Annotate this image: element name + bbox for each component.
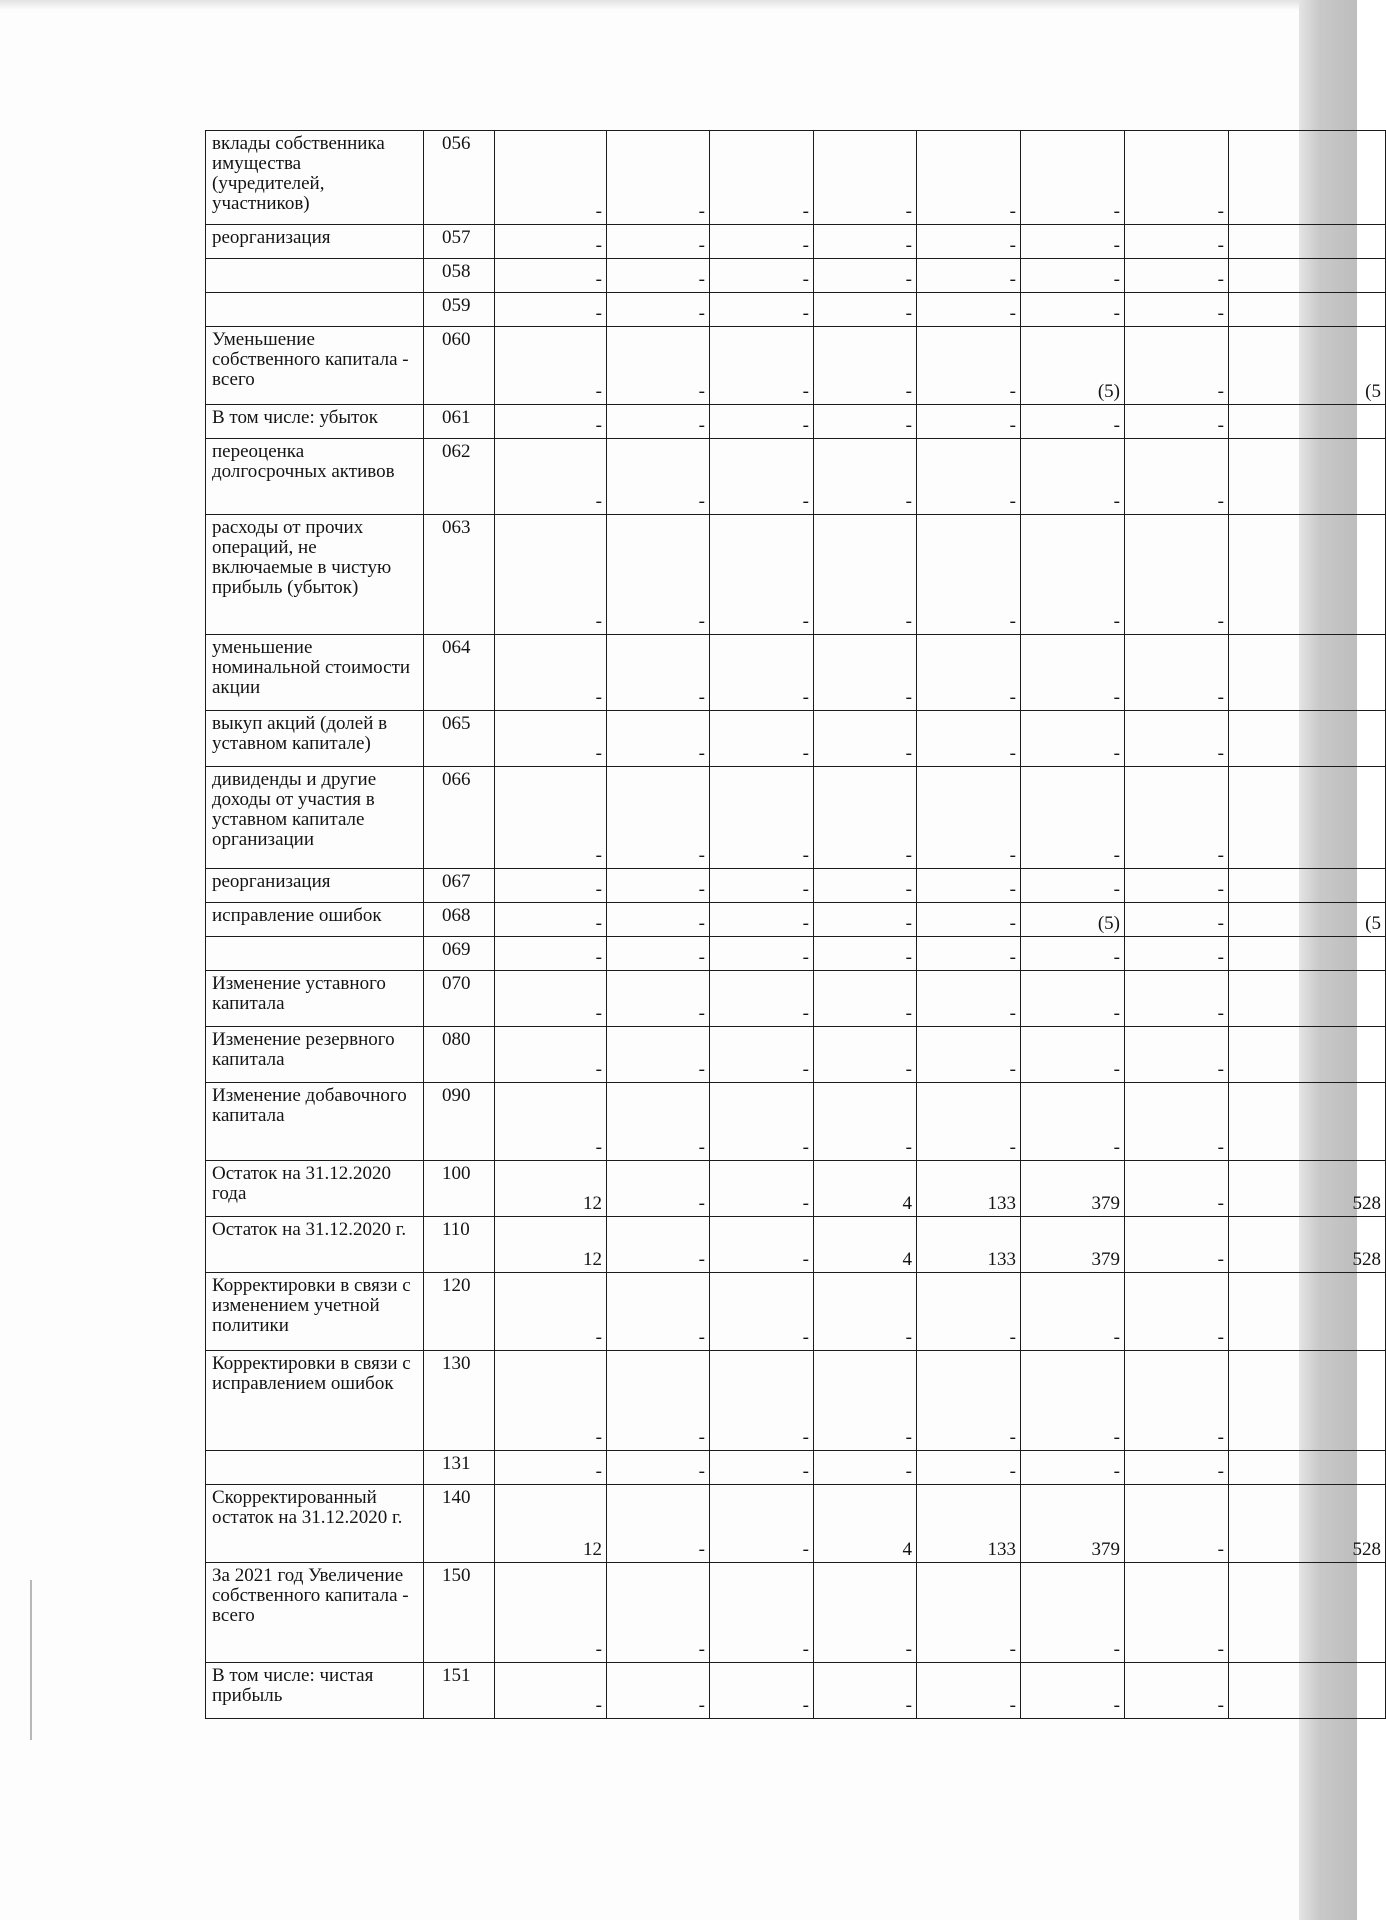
- value-cell: -: [1125, 1083, 1229, 1161]
- value-cell: -: [1021, 259, 1125, 293]
- value-cell: -: [1125, 1217, 1229, 1273]
- value-cell: -: [917, 635, 1021, 711]
- value-cell: 379: [1021, 1217, 1125, 1273]
- value-cell: -: [917, 131, 1021, 225]
- value-cell: -: [710, 1563, 814, 1663]
- table-row: [206, 767, 1386, 869]
- value-cell: -: [1125, 1485, 1229, 1563]
- row-code: 061: [424, 405, 495, 439]
- scan-top-edge: [0, 0, 1357, 10]
- value-cell: -: [1125, 1161, 1229, 1217]
- value-cell: -: [917, 1273, 1021, 1351]
- value-cell: [1229, 439, 1386, 515]
- value-cell: -: [495, 635, 607, 711]
- row-label: [206, 293, 424, 327]
- value-cell: [1229, 767, 1386, 869]
- value-cell: -: [495, 327, 607, 405]
- row-code: 066: [424, 767, 495, 869]
- row-code: 062: [424, 439, 495, 515]
- value-cell: -: [1021, 767, 1125, 869]
- value-cell: -: [1125, 971, 1229, 1027]
- value-cell: -: [814, 711, 917, 767]
- value-cell: -: [607, 869, 710, 903]
- row-code: 140: [424, 1485, 495, 1563]
- value-cell: -: [1021, 439, 1125, 515]
- value-cell: -: [1021, 1351, 1125, 1451]
- value-cell: -: [1021, 1451, 1125, 1485]
- value-cell: -: [1125, 259, 1229, 293]
- value-cell: -: [607, 225, 710, 259]
- value-cell: -: [607, 1351, 710, 1451]
- value-cell: -: [1125, 131, 1229, 225]
- value-cell: -: [495, 131, 607, 225]
- row-label: Уменьшение собственного капитала - всего: [206, 327, 424, 405]
- row-label: Изменение добавочного капитала: [206, 1083, 424, 1161]
- value-cell: -: [710, 1663, 814, 1719]
- value-cell: 528: [1229, 1217, 1386, 1273]
- value-cell: -: [1021, 1563, 1125, 1663]
- value-cell: -: [495, 767, 607, 869]
- row-label: реорганизация: [206, 869, 424, 903]
- row-label: дивиденды и другие доходы от участия в уставном капитале организации: [206, 767, 424, 869]
- row-code: 068: [424, 903, 495, 937]
- value-cell: 133: [917, 1217, 1021, 1273]
- value-cell: -: [814, 869, 917, 903]
- table-row: [206, 293, 1386, 327]
- value-cell: -: [607, 937, 710, 971]
- table-row: [206, 1451, 1386, 1485]
- value-cell: -: [1125, 635, 1229, 711]
- value-cell: -: [495, 1563, 607, 1663]
- value-cell: -: [917, 293, 1021, 327]
- value-cell: -: [917, 767, 1021, 869]
- value-cell: -: [710, 971, 814, 1027]
- row-label: уменьшение номинальной стоимости акции: [206, 635, 424, 711]
- value-cell: -: [814, 225, 917, 259]
- table-row: [206, 1663, 1386, 1719]
- value-cell: -: [814, 903, 917, 937]
- row-label: Корректировки в связи с исправлением ошибок: [206, 1351, 424, 1451]
- value-cell: -: [607, 1083, 710, 1161]
- value-cell: -: [495, 903, 607, 937]
- value-cell: -: [1125, 515, 1229, 635]
- capital-changes-table-wrapper: [205, 130, 1381, 1740]
- value-cell: -: [710, 515, 814, 635]
- value-cell: -: [1125, 903, 1229, 937]
- row-label: [206, 259, 424, 293]
- row-code: 057: [424, 225, 495, 259]
- value-cell: -: [1021, 869, 1125, 903]
- row-label: Изменение уставного капитала: [206, 971, 424, 1027]
- value-cell: [1229, 1563, 1386, 1663]
- value-cell: -: [1021, 1027, 1125, 1083]
- row-label: выкуп акций (долей в уставном капитале): [206, 711, 424, 767]
- row-code: 090: [424, 1083, 495, 1161]
- value-cell: -: [495, 1273, 607, 1351]
- row-label: расходы от прочих операций, не включаемые в чистую прибыль (убыток): [206, 515, 424, 635]
- row-code: 151: [424, 1663, 495, 1719]
- value-cell: -: [917, 405, 1021, 439]
- row-code: 056: [424, 131, 495, 225]
- row-label: В том числе: чистая прибыль: [206, 1663, 424, 1719]
- value-cell: 379: [1021, 1161, 1125, 1217]
- value-cell: -: [710, 259, 814, 293]
- value-cell: -: [1021, 971, 1125, 1027]
- table-row: [206, 937, 1386, 971]
- value-cell: -: [814, 971, 917, 1027]
- value-cell: -: [607, 405, 710, 439]
- table-row: [206, 225, 1386, 259]
- value-cell: -: [917, 1663, 1021, 1719]
- table-row: [206, 971, 1386, 1027]
- capital-changes-table: [205, 130, 1386, 1719]
- value-cell: -: [917, 1351, 1021, 1451]
- value-cell: -: [710, 1161, 814, 1217]
- value-cell: -: [710, 1217, 814, 1273]
- value-cell: -: [1021, 635, 1125, 711]
- row-code: 064: [424, 635, 495, 711]
- row-label: В том числе: убыток: [206, 405, 424, 439]
- value-cell: -: [607, 1217, 710, 1273]
- row-label: исправление ошибок: [206, 903, 424, 937]
- value-cell: -: [1125, 869, 1229, 903]
- value-cell: -: [607, 439, 710, 515]
- value-cell: 133: [917, 1485, 1021, 1563]
- value-cell: (5): [1021, 327, 1125, 405]
- row-code: 100: [424, 1161, 495, 1217]
- value-cell: [1229, 1273, 1386, 1351]
- table-row: [206, 1217, 1386, 1273]
- row-label: [206, 1451, 424, 1485]
- value-cell: -: [495, 1083, 607, 1161]
- value-cell: (5: [1229, 903, 1386, 937]
- table-row: [206, 903, 1386, 937]
- row-label: Корректировки в связи с изменением учетной политики: [206, 1273, 424, 1351]
- value-cell: [1229, 971, 1386, 1027]
- row-code: 120: [424, 1273, 495, 1351]
- table-row: [206, 869, 1386, 903]
- table-body: [206, 131, 1386, 1719]
- value-cell: -: [710, 1351, 814, 1451]
- value-cell: -: [917, 1083, 1021, 1161]
- value-cell: -: [917, 515, 1021, 635]
- value-cell: -: [1021, 515, 1125, 635]
- value-cell: -: [495, 937, 607, 971]
- value-cell: -: [607, 1663, 710, 1719]
- value-cell: 4: [814, 1217, 917, 1273]
- row-code: 063: [424, 515, 495, 635]
- value-cell: -: [710, 937, 814, 971]
- value-cell: 379: [1021, 1485, 1125, 1563]
- value-cell: -: [607, 1273, 710, 1351]
- row-code: 150: [424, 1563, 495, 1663]
- value-cell: -: [917, 439, 1021, 515]
- value-cell: -: [710, 903, 814, 937]
- value-cell: -: [495, 293, 607, 327]
- table-row: [206, 259, 1386, 293]
- value-cell: -: [607, 131, 710, 225]
- value-cell: -: [710, 225, 814, 259]
- value-cell: -: [607, 903, 710, 937]
- value-cell: -: [1125, 405, 1229, 439]
- value-cell: [1229, 635, 1386, 711]
- row-code: 131: [424, 1451, 495, 1485]
- row-code: 058: [424, 259, 495, 293]
- value-cell: -: [1125, 1351, 1229, 1451]
- value-cell: -: [814, 439, 917, 515]
- value-cell: -: [1021, 1663, 1125, 1719]
- table-row: [206, 1351, 1386, 1451]
- value-cell: -: [1125, 439, 1229, 515]
- value-cell: -: [814, 937, 917, 971]
- value-cell: -: [710, 1083, 814, 1161]
- row-code: 059: [424, 293, 495, 327]
- table-row: [206, 327, 1386, 405]
- value-cell: -: [495, 869, 607, 903]
- row-label: переоценка долгосрочных активов: [206, 439, 424, 515]
- row-code: 060: [424, 327, 495, 405]
- value-cell: -: [1125, 225, 1229, 259]
- value-cell: [1229, 405, 1386, 439]
- value-cell: 133: [917, 1161, 1021, 1217]
- row-label: [206, 937, 424, 971]
- table-row: [206, 439, 1386, 515]
- value-cell: -: [607, 1451, 710, 1485]
- value-cell: -: [1125, 1273, 1229, 1351]
- value-cell: -: [1125, 767, 1229, 869]
- value-cell: -: [917, 1563, 1021, 1663]
- value-cell: -: [495, 515, 607, 635]
- value-cell: -: [814, 635, 917, 711]
- value-cell: -: [917, 1027, 1021, 1083]
- value-cell: -: [607, 1485, 710, 1563]
- value-cell: 12: [495, 1217, 607, 1273]
- value-cell: [1229, 1351, 1386, 1451]
- value-cell: -: [1021, 937, 1125, 971]
- value-cell: -: [917, 869, 1021, 903]
- value-cell: -: [710, 1451, 814, 1485]
- value-cell: [1229, 711, 1386, 767]
- value-cell: -: [710, 711, 814, 767]
- value-cell: -: [710, 767, 814, 869]
- value-cell: -: [1125, 1563, 1229, 1663]
- row-code: 130: [424, 1351, 495, 1451]
- value-cell: -: [917, 327, 1021, 405]
- value-cell: -: [607, 1161, 710, 1217]
- row-label: вклады собственника имущества (учредителей, участников): [206, 131, 424, 225]
- value-cell: [1229, 1027, 1386, 1083]
- table-row: [206, 1027, 1386, 1083]
- value-cell: -: [917, 903, 1021, 937]
- value-cell: -: [607, 515, 710, 635]
- value-cell: -: [917, 259, 1021, 293]
- value-cell: -: [710, 327, 814, 405]
- table-row: [206, 515, 1386, 635]
- row-label: Изменение резервного капитала: [206, 1027, 424, 1083]
- value-cell: -: [1021, 225, 1125, 259]
- value-cell: -: [607, 767, 710, 869]
- table-row: [206, 1273, 1386, 1351]
- value-cell: -: [607, 293, 710, 327]
- value-cell: -: [607, 259, 710, 293]
- value-cell: -: [814, 1663, 917, 1719]
- value-cell: -: [1021, 1083, 1125, 1161]
- value-cell: -: [710, 405, 814, 439]
- row-label: Скорректированный остаток на 31.12.2020 г.: [206, 1485, 424, 1563]
- value-cell: -: [814, 1273, 917, 1351]
- value-cell: -: [814, 131, 917, 225]
- value-cell: -: [814, 1083, 917, 1161]
- value-cell: -: [1125, 1663, 1229, 1719]
- value-cell: -: [814, 327, 917, 405]
- value-cell: 4: [814, 1161, 917, 1217]
- value-cell: -: [607, 1563, 710, 1663]
- value-cell: -: [1021, 711, 1125, 767]
- value-cell: -: [814, 259, 917, 293]
- value-cell: -: [814, 515, 917, 635]
- value-cell: -: [495, 405, 607, 439]
- value-cell: -: [814, 1451, 917, 1485]
- value-cell: -: [814, 1563, 917, 1663]
- value-cell: -: [814, 405, 917, 439]
- value-cell: [1229, 293, 1386, 327]
- value-cell: [1229, 225, 1386, 259]
- value-cell: -: [495, 711, 607, 767]
- value-cell: [1229, 869, 1386, 903]
- row-label: За 2021 год Увеличение собственного капитала - всего: [206, 1563, 424, 1663]
- table-row: [206, 1083, 1386, 1161]
- value-cell: -: [495, 1451, 607, 1485]
- value-cell: [1229, 1663, 1386, 1719]
- value-cell: -: [917, 711, 1021, 767]
- value-cell: -: [710, 1485, 814, 1563]
- value-cell: -: [917, 1451, 1021, 1485]
- value-cell: -: [1021, 131, 1125, 225]
- value-cell: -: [495, 1351, 607, 1451]
- value-cell: -: [1125, 293, 1229, 327]
- scan-margin-mark: [30, 1580, 32, 1740]
- row-code: 069: [424, 937, 495, 971]
- value-cell: [1229, 1451, 1386, 1485]
- value-cell: -: [607, 711, 710, 767]
- row-code: 080: [424, 1027, 495, 1083]
- row-label: Остаток на 31.12.2020 г.: [206, 1217, 424, 1273]
- value-cell: -: [495, 971, 607, 1027]
- value-cell: -: [710, 131, 814, 225]
- value-cell: -: [495, 1663, 607, 1719]
- value-cell: -: [607, 635, 710, 711]
- value-cell: -: [1021, 1273, 1125, 1351]
- row-code: 067: [424, 869, 495, 903]
- value-cell: -: [607, 971, 710, 1027]
- value-cell: [1229, 131, 1386, 225]
- row-code: 110: [424, 1217, 495, 1273]
- table-row: [206, 1485, 1386, 1563]
- value-cell: (5: [1229, 327, 1386, 405]
- table-row: [206, 1161, 1386, 1217]
- value-cell: -: [710, 439, 814, 515]
- value-cell: -: [710, 1027, 814, 1083]
- value-cell: 528: [1229, 1485, 1386, 1563]
- row-label: реорганизация: [206, 225, 424, 259]
- value-cell: [1229, 515, 1386, 635]
- value-cell: 528: [1229, 1161, 1386, 1217]
- value-cell: -: [1021, 293, 1125, 327]
- value-cell: -: [1125, 327, 1229, 405]
- value-cell: -: [1125, 1451, 1229, 1485]
- value-cell: -: [814, 1351, 917, 1451]
- value-cell: [1229, 1083, 1386, 1161]
- value-cell: [1229, 259, 1386, 293]
- value-cell: (5): [1021, 903, 1125, 937]
- table-row: [206, 1563, 1386, 1663]
- value-cell: -: [607, 327, 710, 405]
- row-code: 070: [424, 971, 495, 1027]
- value-cell: 4: [814, 1485, 917, 1563]
- value-cell: -: [607, 1027, 710, 1083]
- value-cell: -: [917, 225, 1021, 259]
- value-cell: -: [814, 767, 917, 869]
- value-cell: -: [710, 1273, 814, 1351]
- value-cell: [1229, 937, 1386, 971]
- table-row: [206, 635, 1386, 711]
- table-row: [206, 131, 1386, 225]
- value-cell: -: [495, 1027, 607, 1083]
- table-row: [206, 405, 1386, 439]
- value-cell: -: [710, 869, 814, 903]
- row-code: 065: [424, 711, 495, 767]
- value-cell: -: [495, 259, 607, 293]
- value-cell: -: [710, 635, 814, 711]
- value-cell: 12: [495, 1485, 607, 1563]
- value-cell: -: [814, 1027, 917, 1083]
- value-cell: -: [495, 439, 607, 515]
- table-row: [206, 711, 1386, 767]
- value-cell: -: [710, 293, 814, 327]
- value-cell: -: [1021, 405, 1125, 439]
- value-cell: -: [1125, 1027, 1229, 1083]
- value-cell: -: [917, 971, 1021, 1027]
- value-cell: -: [917, 937, 1021, 971]
- value-cell: 12: [495, 1161, 607, 1217]
- value-cell: -: [1125, 711, 1229, 767]
- row-label: Остаток на 31.12.2020 года: [206, 1161, 424, 1217]
- value-cell: -: [1125, 937, 1229, 971]
- value-cell: -: [495, 225, 607, 259]
- value-cell: -: [814, 293, 917, 327]
